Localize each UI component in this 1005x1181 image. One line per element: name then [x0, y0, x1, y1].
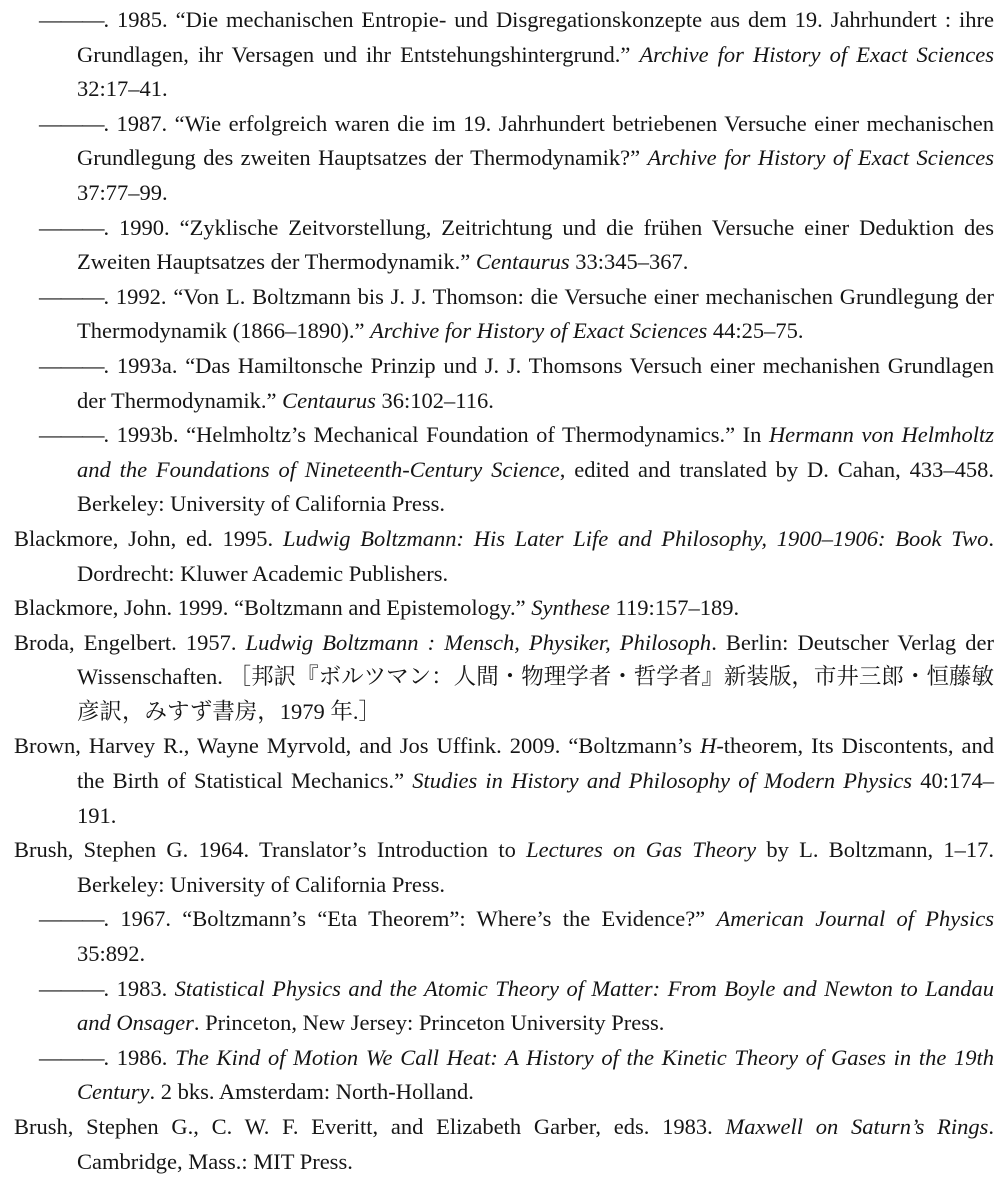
reference-entry	[14, 833, 994, 902]
work-title: Ludwig Boltzmann: His Later Life and Philosophy, 1900–1906: Book Two	[282, 525, 989, 551]
work-title: American Journal of Physics	[716, 906, 994, 932]
reference-entry	[14, 591, 994, 626]
same-author-dash: ———	[39, 7, 104, 32]
entry-text: Brown, Harvey R., Wayne Myrvold, and Jos Uffink. 2009. “Boltzmann’s	[14, 733, 701, 759]
reference-entry	[14, 3, 994, 107]
entry-text: . 1986.	[103, 1044, 176, 1070]
entry-text: . Cambridge, Mass.: MIT Press.	[77, 1114, 994, 1174]
entry-text: 35:892.	[77, 941, 146, 967]
work-title: Centaurus	[475, 249, 570, 275]
entry-text: . 1983.	[103, 975, 175, 1001]
work-title: Synthese	[531, 595, 610, 621]
same-author-dash: ———	[39, 352, 104, 378]
entry-text: 32:17–41.	[77, 76, 168, 102]
entry-text: 40:174–191.	[77, 768, 994, 828]
entry-text: . Berlin: Deutscher Verlag der Wissenschaften. ［邦訳『ボルツマン：人間・物理学者・哲学者』新装版，市井三郎・恒藤敏彦訳，みすず書房，1979 年.］	[77, 629, 994, 724]
work-title: Statistical Physics and the Atomic Theory of Matter: From Boyle and Newton to Landau and Onsager	[77, 975, 995, 1036]
entry-text: . 1967. “Boltzmann’s “Eta Theorem”: Where’s the Evidence?”	[103, 906, 717, 932]
reference-entry	[14, 1041, 994, 1110]
same-author-dash: ———	[39, 1044, 104, 1070]
work-title: The Kind of Motion We Call Heat: A History of the Kinetic Theory of Gases in the 19th Century	[77, 1044, 995, 1105]
entry-text: Brush, Stephen G. 1964. Translator’s Introduction to	[14, 837, 527, 863]
entry-text: . 1987. “Wie erfolgreich waren die im 19. Jahrhundert betriebenen Versuche einer mechanischen Grundlegung des zweiten Hauptsatzes der Thermodynamik?”	[77, 110, 994, 171]
entry-text: Broda, Engelbert. 1957.	[14, 629, 246, 655]
same-author-dash: ———	[39, 283, 104, 309]
entry-text: . 1993a. “Das Hamiltonsche Prinzip und J. J. Thomsons Versuch einer mechanishen Grundlagen der Thermodynamik.”	[77, 352, 994, 413]
reference-entry	[14, 729, 994, 833]
same-author-dash: ———	[39, 975, 104, 1001]
entry-text: Blackmore, John. 1999. “Boltzmann and Epistemology.”	[14, 595, 532, 621]
reference-entry	[14, 107, 994, 211]
same-author-dash: ———	[39, 110, 104, 136]
entry-text: . 1992. “Von L. Boltzmann bis J. J. Thomson: die Versuche einer mechanischen Grundlegung der Thermodynamik (1866–1890).”	[77, 283, 994, 344]
entry-text: 33:345–367.	[569, 249, 689, 275]
entry-text: . 1990. “Zyklische Zeitvorstellung, Zeitrichtung und die frühen Versuche einer Deduktion des Zweiten Hauptsatzes der Thermodynamik.”	[77, 214, 994, 275]
same-author-dash: ———	[39, 422, 104, 448]
reference-entry	[14, 972, 994, 1041]
entry-text: 37:77–99.	[77, 179, 168, 205]
reference-entry	[14, 211, 994, 280]
work-title: Hermann von Helmholtz and the Foundations of Nineteenth-Century Science	[77, 422, 994, 482]
entry-text: . Princeton, New Jersey: Princeton University Press.	[193, 1010, 665, 1036]
same-author-dash: ———	[39, 214, 104, 240]
reference-entry	[14, 902, 994, 971]
entry-text: . 1985. “Die mechanischen Entropie- und Disgregationskonzepte aus dem 19. Jahrhundert : ihre Grundlagen, ihr Versagen und ihr Entstehungshintergrund.”	[77, 7, 994, 67]
work-title: Centaurus	[282, 387, 376, 413]
same-author-dash: ———	[39, 906, 104, 932]
bibliography-list	[14, 3, 994, 1179]
reference-entry	[14, 280, 994, 349]
entry-text: . 1993b. “Helmholtz’s Mechanical Foundation of Thermodynamics.” In	[103, 422, 769, 448]
work-title: Archive for History of Exact Sciences	[639, 41, 995, 67]
entry-text: -theorem, Its Discontents, and the Birth of Statistical Mechanics.”	[77, 733, 995, 794]
work-title: Archive for History of Exact Sciences	[647, 145, 995, 171]
entry-text: by L. Boltzmann, 1–17. Berkeley: University of California Press.	[77, 837, 994, 897]
reference-entry	[14, 418, 994, 522]
work-title: Ludwig Boltzmann : Mensch, Physiker, Philosoph	[245, 629, 712, 655]
entry-text: 119:157–189.	[609, 595, 740, 621]
entry-text: Blackmore, John, ed. 1995.	[14, 525, 283, 551]
entry-text: 36:102–116.	[375, 387, 494, 413]
reference-entry	[14, 626, 994, 730]
entry-text: Brush, Stephen G., C. W. F. Everitt, and Elizabeth Garber, eds. 1983.	[14, 1114, 726, 1139]
entry-text: . 2 bks. Amsterdam: North-Holland.	[149, 1079, 474, 1105]
entry-text: 44:25–75.	[707, 318, 804, 344]
work-title: Maxwell on Saturn’s Rings	[725, 1114, 989, 1139]
entry-text: . Dordrecht: Kluwer Academic Publishers.	[77, 525, 994, 586]
reference-entry	[14, 349, 994, 418]
reference-entry	[14, 1110, 994, 1179]
work-title: Lectures on Gas Theory	[526, 837, 757, 863]
work-title: Archive for History of Exact Sciences	[370, 318, 708, 344]
entry-text: , edited and translated by D. Cahan, 433–458. Berkeley: University of California Press.	[77, 456, 995, 517]
reference-entry	[14, 522, 994, 591]
work-title: H	[700, 733, 717, 759]
work-title: Studies in History and Philosophy of Modern Physics	[412, 768, 913, 794]
